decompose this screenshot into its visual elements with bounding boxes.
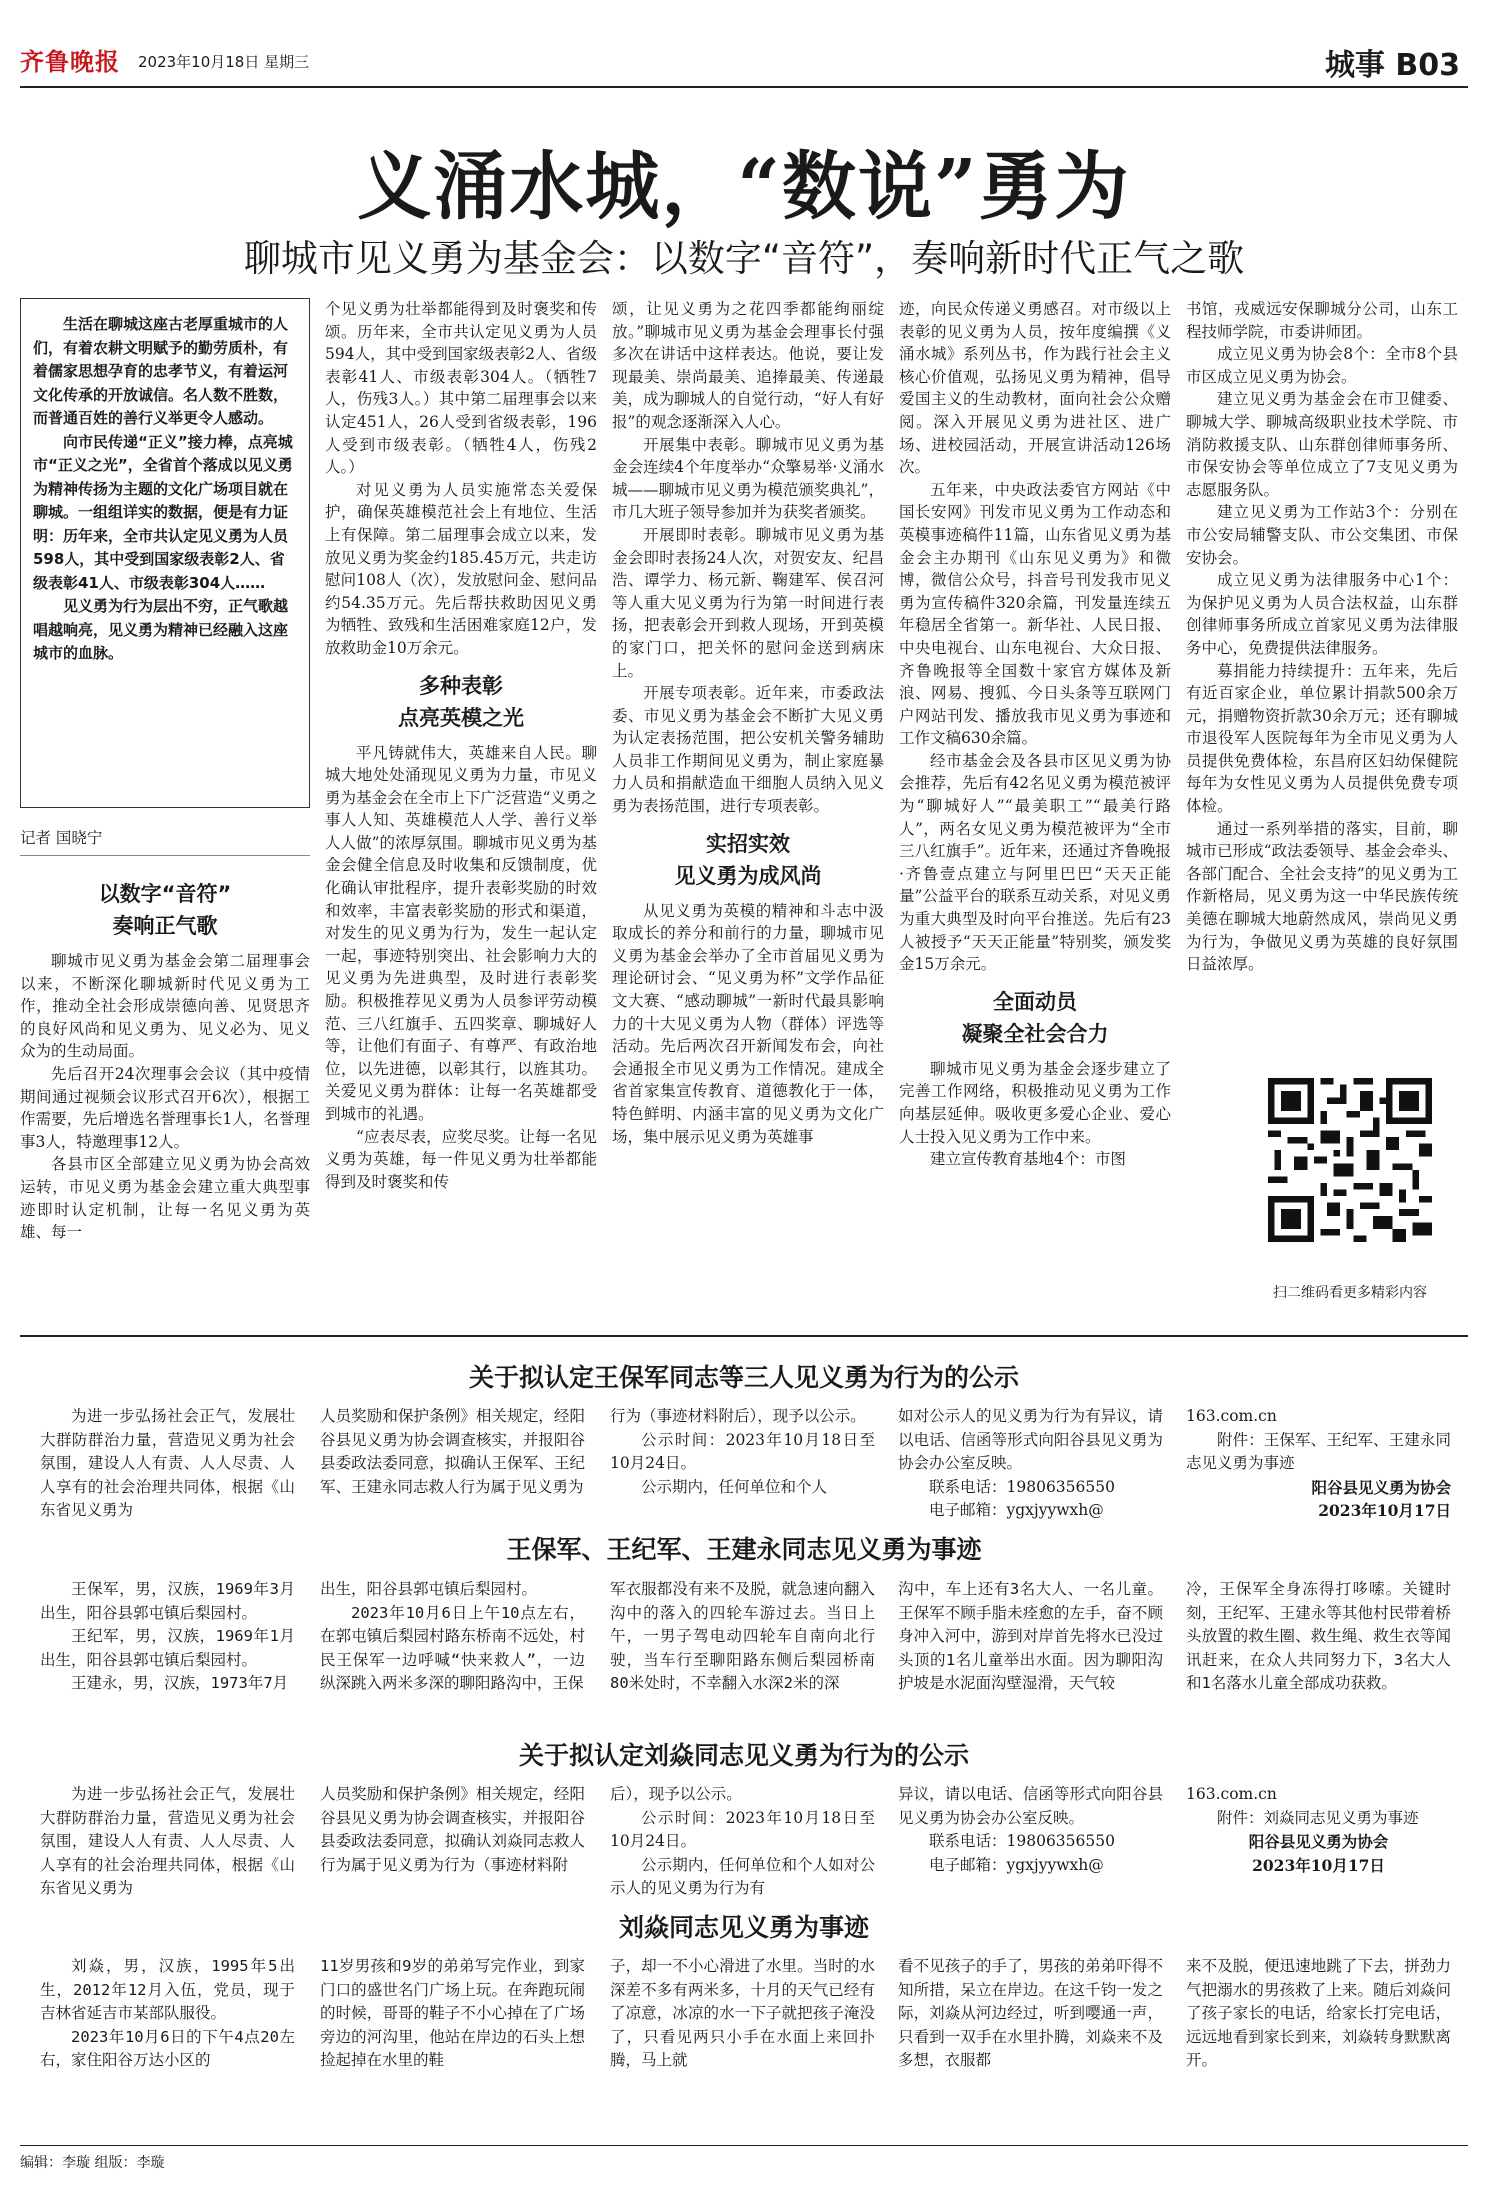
paragraph: 迹，向民众传递义勇感召。对市级以上表彰的见义勇为人员，按年度编撰《义涌水城》系列丛书，作为践行社会主义核心价值观，弘扬见义勇为精神，倡导爱国主义的生动教材，面向社会公众赠阅。深入开展见义勇为进社区、进广场、进校园活动，开展宣讲活动126场次。: [899, 300, 1171, 477]
story-column: [1186, 1578, 1451, 1728]
header-rule: [20, 86, 1468, 88]
attachment-note: 附件：刘焱同志见义勇为事迹: [1217, 1808, 1419, 1827]
article-column-2: [325, 298, 597, 1330]
editor-credits: 编辑：李璇 组版：李璇: [20, 2155, 165, 2171]
story-column: [1186, 1955, 1451, 2140]
section-heading: 实招实效 见义勇为成风尚: [674, 831, 822, 888]
story-column: [610, 1955, 875, 2140]
contact-email-domain: 163.com.cn: [1186, 1785, 1277, 1803]
paragraph: 公示时间：2023年10月18日至10月24日。: [610, 1430, 875, 1472]
paragraph: 为进一步弘扬社会正气，发展壮大群防群治力量，营造见义勇为社会氛围，建设人人有责、人人尽责、人人享有的社会治理共同体，根据《山东省见义勇为: [40, 1407, 295, 1519]
article-column-3: [612, 298, 884, 1330]
paragraph: 对见义勇为人员实施常态关爱保护，确保英雄模范社会上有地位、生活上有保障。第二届理事会成立以来，发放见义勇为奖金约185.45万元，共走访慰问108人（次），发放慰问金、慰问品约54.35万元。先后帮扶救助因见义勇为牺牲、致残和生活困难家庭12户，发放救助金10万余元。: [325, 480, 597, 657]
notice-column: [1186, 1783, 1451, 1901]
paragraph: 建立见义勇为工作站3个：分别在市公安局辅警支队、市公交集团、市保安协会。: [1186, 503, 1458, 567]
intro-paragraph: 见义勇为行为层出不穷，正气歌越唱越响亮，见义勇为精神已经融入这座城市的血脉。: [33, 597, 289, 662]
paragraph: 后），现予以公示。: [610, 1785, 742, 1803]
paragraph: 公示时间：2023年10月18日至10月24日。: [610, 1808, 875, 1850]
paragraph: 五年来，中央政法委官方网站《中国长安网》刊发市见义勇为工作动态和英模事迹稿件11篇，山东省见义勇为基金会主办期刊《山东见义勇为》和微博，微信公众号，抖音号刊发我市见义勇为宣传稿件320余篇，刊发量连续五年稳居全省第一。新华社、人民日报、中央电视台、山东电视台、大众日报、齐鲁晚报等全国数十家官方媒体及新浪、网易、搜狐、今日头条等互联网门户网站刊发、播放我市见义勇为事迹和工作文稿630余篇。: [899, 480, 1171, 748]
issue-date: 2023年10月17日: [1318, 1501, 1451, 1520]
paragraph: 建立见义勇为基金会在市卫健委、聊城大学、聊城高级职业技术学院、市消防救援支队、山东群创律师事务所、市保安协会等单位成立了7支见义勇为志愿服务队。: [1186, 390, 1458, 499]
paragraph: 开展专项表彰。近年来，市委政法委、市见义勇为基金会不断扩大见义勇为认定表扬范围，把公安机关警务辅助人员非工作期间见义勇为，制止家庭暴力人员和捐献造血干细胞人员纳入见义勇为表扬范围，进行专项表彰。: [612, 684, 884, 816]
paragraph: 出生，阳谷县郭屯镇后梨园村。: [320, 1580, 538, 1598]
intro-paragraph: 向市民传递“正义”接力棒，点亮城市“正义之光”，全省首个落成以见义勇为精神传扬为主题的文化广场项目就在聊城。一组组详实的数据，便是有力证明：历年来，全市共认定见义勇为人员598人，其中受到国家级表彰2人、省级表彰41人、市级表彰304人……: [33, 432, 293, 592]
paragraph: 开展即时表彰。聊城市见义勇为基金会即时表扬24人次，对贺安友、纪昌浩、谭学力、杨元新、鞠建军、侯召河等人重大见义勇为行为第一时间进行表扬，把表彰会开到救人现场，开到英模的家门口，把关怀的慰问金送到病床上。: [612, 525, 884, 680]
paragraph: “应表尽表，应奖尽奖。让每一名见义勇为英雄，每一件见义勇为壮举都能得到及时褒奖和传: [325, 1127, 597, 1191]
story-column: [40, 1955, 295, 2140]
paragraph: 人员奖励和保护条例》相关规定，经阳谷县见义勇为协会调查核实，并报阳谷县委政法委同意，拟确认刘焱同志救人行为属于见义勇为行为（事迹材料附: [320, 1785, 585, 1874]
notice-title: 关于拟认定刘焱同志见义勇为行为的公示: [518, 1741, 969, 1770]
paragraph: 2023年10月6日的下午4点20左右，家住阳谷万达小区的: [40, 2027, 295, 2069]
issuer: 阳谷县见义勇为协会: [1311, 1477, 1451, 1497]
paragraph: 2023年10月6日上午10点左右，在郭屯镇后梨园村路东桥南不远处，村民王保军一边呼喊“快来救人”，一边纵深跳入两米多深的聊阳路沟中，王保: [320, 1603, 585, 1692]
paragraph: 为进一步弘扬社会正气，发展壮大群防群治力量，营造见义勇为社会氛围，建设人人有责、人人尽责、人人享有的社会治理共同体，根据《山东省见义勇为: [40, 1785, 295, 1897]
paragraph: 个见义勇为壮举都能得到及时褒奖和传颂。历年来，全市共认定见义勇为人员594人，其中受到国家级表彰2人、省级表彰41人、市级表彰304人。（牺牲7人，伤残3人。）其中第二届理事会以来认定451人，26人受到省级表彰，196人受到市级表彰。（牺牲4人，伤残2人。）: [325, 300, 597, 477]
paragraph: 公示期内，任何单位和个人如对公示人的见义勇为行为有: [610, 1855, 875, 1897]
story-column: [40, 1578, 295, 1728]
paragraph: 通过一系列举措的落实，目前，聊城市已形成“政法委领导、基金会牵头、各部门配合、全社会支持”的见义勇为工作新格局，见义勇为这一中华民族传统美德在聊城大地蔚然成风，崇尚见义勇为行为，争做见义勇为英雄的良好氛围日益浓厚。: [1186, 819, 1458, 974]
qr-caption: 扫二维码看更多精彩内容: [1273, 1285, 1427, 1301]
paragraph: 成立见义勇为法律服务中心1个：为保护见义勇为人员合法权益，山东群创律师事务所成立首家见义勇为法律服务中心，免费提供法律服务。: [1186, 571, 1458, 657]
paragraph: 建立宣传教育基地4个：市图: [930, 1150, 1126, 1169]
reporter-byline: 记者 国晓宁: [20, 829, 103, 847]
paragraph: 行为（事迹材料附后），现予以公示。: [610, 1407, 866, 1425]
paragraph: 募捐能力持续提升：五年来，先后有近百家企业，单位累计捐款500余万元，捐赠物资折款30余万元；还有聊城市退役军人医院每年为全市见义勇为人员提供免费体检，东昌府区妇幼保健院每年为女性见义勇为人员提供免费专项体检。: [1186, 661, 1458, 816]
contact-phone: 联系电话：19806356550: [929, 1477, 1115, 1496]
paragraph: 各县市区全部建立见义勇为协会高效运转，市见义勇为基金会建立重大典型事迹即时认定机制，让每一名见义勇为英雄、每一: [20, 1155, 310, 1242]
paragraph: 沟中，车上还有3名大人、一名儿童。王保军不顾手脂未痊愈的左手，奋不顾身冲入河中，游到对岸首先将水已没过头顶的1名儿童举出水面。因为聊阳沟护坡是水泥面沟壁湿滑，天气较: [898, 1580, 1163, 1692]
story-column: [898, 1955, 1163, 2140]
contact-email: 电子邮箱：ygxjyywxh@: [929, 1855, 1104, 1874]
story-title: 王保军、王纪军、王建永同志见义勇为事迹: [506, 1535, 982, 1564]
paragraph: 聊城市见义勇为基金会逐步建立了完善工作网络，积极推动见义勇为工作向基层延伸。吸收更多爱心企业、爱心人士投入见义勇为工作中来。: [899, 1059, 1171, 1146]
section-divider: [20, 1335, 1468, 1337]
paragraph: 平凡铸就伟大，英雄来自人民。聊城大地处处涌现见义勇为力量，市见义勇为基金会在全市上下广泛营造“义勇之事人人知、英雄模范人人学、善行义举人人做”的浓厚氛围。聊城市见义勇为基金会健全信息及时收集和反馈制度，优化确认审批程序，提升表彰奖励的时效和效率，丰富表彰奖励的形式和渠道，对发生的见义勇为行为，发生一起认定一起，事迹特别突出、社会影响力大的见义勇为先进典型，及时进行表彰奖励。积极推荐见义勇为人员参评劳动模范、三八红旗手、五四奖章、聊城好人等，让他们有面子、有尊严、有政治地位，以先进德，以彰其行，以旌其功。关爱见义勇为群体：让每一名英雄都受到城市的礼遇。: [325, 743, 597, 1123]
notice-column: [40, 1405, 295, 1525]
contact-email: 电子邮箱：ygxjyywxh@: [929, 1501, 1104, 1519]
paragraph: 如对公示人的见义勇为行为有异议，请以电话、信函等形式向阳谷县见义勇为协会办公室反映。: [898, 1407, 1163, 1472]
section-heading: 多种表彰 点亮英模之光: [398, 673, 524, 730]
issuer: 阳谷县见义勇为协会: [1248, 1832, 1389, 1851]
paragraph: 公示期内，任何单位和个人: [641, 1477, 828, 1496]
newspaper-logo: 齐鲁晚报: [20, 47, 120, 76]
headline: 义涌水城，“数说”勇为: [357, 144, 1131, 230]
paragraph: 人员奖励和保护条例》相关规定，经阳谷县见义勇为协会调查核实，并报阳谷县委政法委同意，拟确认王保军、王纪军、王建永同志救人行为属于见义勇为: [320, 1407, 585, 1496]
notice-column: [610, 1405, 875, 1525]
intro-paragraph: 生活在聊城这座古老厚重城市的人们，有着农耕文明赋予的勤劳质朴，有着儒家思想孕育的忠孝节义，有着运河文化传承的开放诚信。名人数不胜数，而普通百姓的善行义举更令人感动。: [33, 315, 289, 427]
notice-title: 关于拟认定王保军同志等三人见义勇为行为的公示: [468, 1363, 1019, 1392]
issue-date: 2023年10月18日 星期三: [138, 53, 310, 71]
paragraph: 看不见孩子的手了，男孩的弟弟吓得不知所措，呆立在岸边。在这千钧一发之际，刘焱从河边经过，听到嘤通一声，只看到一双手在水里扑腾，刘焱来不及多想，衣服都: [898, 1957, 1163, 2069]
story-column: [610, 1578, 875, 1728]
paragraph: 王建永，男，汉族，1973年7月: [71, 1674, 289, 1692]
story-title: 刘焱同志见义勇为事迹: [618, 1913, 869, 1942]
notice-column: [898, 1783, 1163, 1901]
intro-box: [20, 298, 310, 808]
article-column-5: [1186, 298, 1458, 1060]
notice-column: [320, 1405, 585, 1525]
paragraph: 从见义勇为英模的精神和斗志中汲取成长的养分和前行的力量，聊城市见义勇为基金会举办了全市首届见义勇为理论研讨会、“见义勇为杯”文学作品征文大赛、“感动聊城”一新时代最具影响力的十大见义勇为人物（群体）评选等活动。先后两次召开新闻发布会，向社会通报全市见义勇为工作情况。建成全省首家集宣传教育、道德教化于一体，特色鲜明、内涵丰富的见义勇为文化广场，集中展示见义勇为英雄事: [612, 901, 884, 1146]
article-column-1: [20, 868, 310, 1328]
issue-date: 2023年10月17日: [1252, 1855, 1385, 1875]
paragraph: 王纪军，男，汉族，1969年1月出生，阳谷县郭屯镇后梨园村。: [40, 1627, 295, 1669]
attachment-note: 附件：王保军、王纪军、王建永同志见义勇为事迹: [1186, 1430, 1451, 1472]
notice-column: [40, 1783, 295, 1901]
notice-column: [320, 1783, 585, 1901]
notice-column: [1186, 1405, 1451, 1525]
byline-rule: [20, 855, 310, 856]
paragraph: 异议，请以电话、信函等形式向阳谷县见义勇为协会办公室反映。: [898, 1785, 1163, 1827]
paragraph: 开展集中表彰。聊城市见义勇为基金会连续4个年度举办“众擎易举·义涌水城——聊城市见义勇为模范颁奖典礼”，市几大班子领导参加并为获奖者颁奖。: [612, 435, 884, 522]
paragraph: 来不及脱，便迅速地跳了下去，拼劲力气把溺水的男孩救了上来。随后刘焱问了孩子家长的电话，给家长打完电话，远远地看到家长到来，刘焱转身默默离开。: [1186, 1957, 1451, 2069]
paragraph: 王保军，男，汉族，1969年3月出生，阳谷县郭屯镇后梨园村。: [40, 1580, 295, 1622]
story-column: [898, 1578, 1163, 1728]
paragraph: 军衣服都没有来不及脱，就急速向翻入沟中的落入的四轮车游过去。当日上午，一男子驾电动四轮车自南向北行驶，当车行至聊阳路东侧后梨园桥南80米处时，不幸翻入水深2米的深: [610, 1580, 875, 1692]
paragraph: 11岁男孩和9岁的弟弟写完作业，到家门口的盛世名门广场上玩。在奔跑玩闹的时候，哥哥的鞋子不小心掉在了广场旁边的河沟里，他站在岸边的石头上想捡起掉在水里的鞋: [320, 1957, 585, 2069]
story-column: [320, 1578, 585, 1728]
subheadline: 聊城市见义勇为基金会：以数字“音符”，奏响新时代正气之歌: [243, 237, 1245, 280]
article-column-4: [899, 298, 1171, 1330]
notice-column: [610, 1783, 875, 1901]
section-heading: 以数字“音符” 奏响正气歌: [98, 882, 232, 938]
story-column: [320, 1955, 585, 2140]
footer-rule: [20, 2145, 1468, 2146]
notice-column: [898, 1405, 1163, 1525]
paragraph: 颂，让见义勇为之花四季都能绚丽绽放。”聊城市见义勇为基金会理事长付强多次在讲话中这样表达。他说，要让发现最美、崇尚最美、追捧最美、传递最美，成为聊城人的自觉行动，“好人有好报”的观念逐渐深入人心。: [612, 300, 884, 431]
qr-code-icon[interactable]: [1268, 1078, 1432, 1242]
paragraph: 子，却一不小心滑进了水里。当时的水深差不多有两米多，十月的天气已经有了凉意，冰凉的水一下子就把孩子淹没了，只看见两只小手在水面上来回扑腾，马上就: [610, 1957, 875, 2069]
paragraph: 书馆，戎威远安保聊城分公司，山东工程技师学院，市委讲师团。: [1186, 300, 1458, 341]
paragraph: 经市基金会及各县市区见义勇为协会推荐，先后有42名见义勇为模范被评为“聊城好人”“最美职工”“最美行路人”，两名女见义勇为模范被评为“全市三八红旗手”。近年来，还通过齐鲁晚报·齐鲁壹点建立与阿里巴巴“天天正能量”公益平台的联系互动关系，对见义勇为重大典型及时向平台推送。先后有23人被授予“天天正能量”特别奖，颁发奖金15万余元。: [899, 751, 1171, 974]
contact-email-domain: 163.com.cn: [1186, 1407, 1277, 1425]
paragraph: 成立见义勇为协会8个：全市8个县市区成立见义勇为协会。: [1186, 345, 1458, 386]
section-page-label: 城事 B03: [1324, 48, 1460, 83]
paragraph: 冷，王保军全身冻得打哆嗦。关键时刻，王纪军、王建永等其他村民带着桥头放置的救生圈、救生绳、救生衣等闻讯赶来，在众人共同努力下，3名大人和1名落水儿童全部成功获救。: [1186, 1580, 1451, 1692]
section-heading: 全面动员 凝聚全社会合力: [961, 989, 1109, 1046]
paragraph: 刘焱，男，汉族，1995年5出生，2012年12月入伍，党员，现于吉林省延吉市某部队服役。: [40, 1957, 295, 2022]
paragraph: 先后召开24次理事会会议（其中疫情期间通过视频会议形式召开6次），根据工作需要，先后增选名誉理事长1人，名誉理事3人，特邀理事12人。: [20, 1064, 310, 1151]
contact-phone: 联系电话：19806356550: [929, 1832, 1115, 1850]
paragraph: 聊城市见义勇为基金会第二届理事会以来，不断深化聊城新时代见义勇为工作，推动全社会形成崇德向善、见贤思齐的良好风尚和见义勇为、见义必为、见义众为的生动局面。: [20, 952, 310, 1061]
